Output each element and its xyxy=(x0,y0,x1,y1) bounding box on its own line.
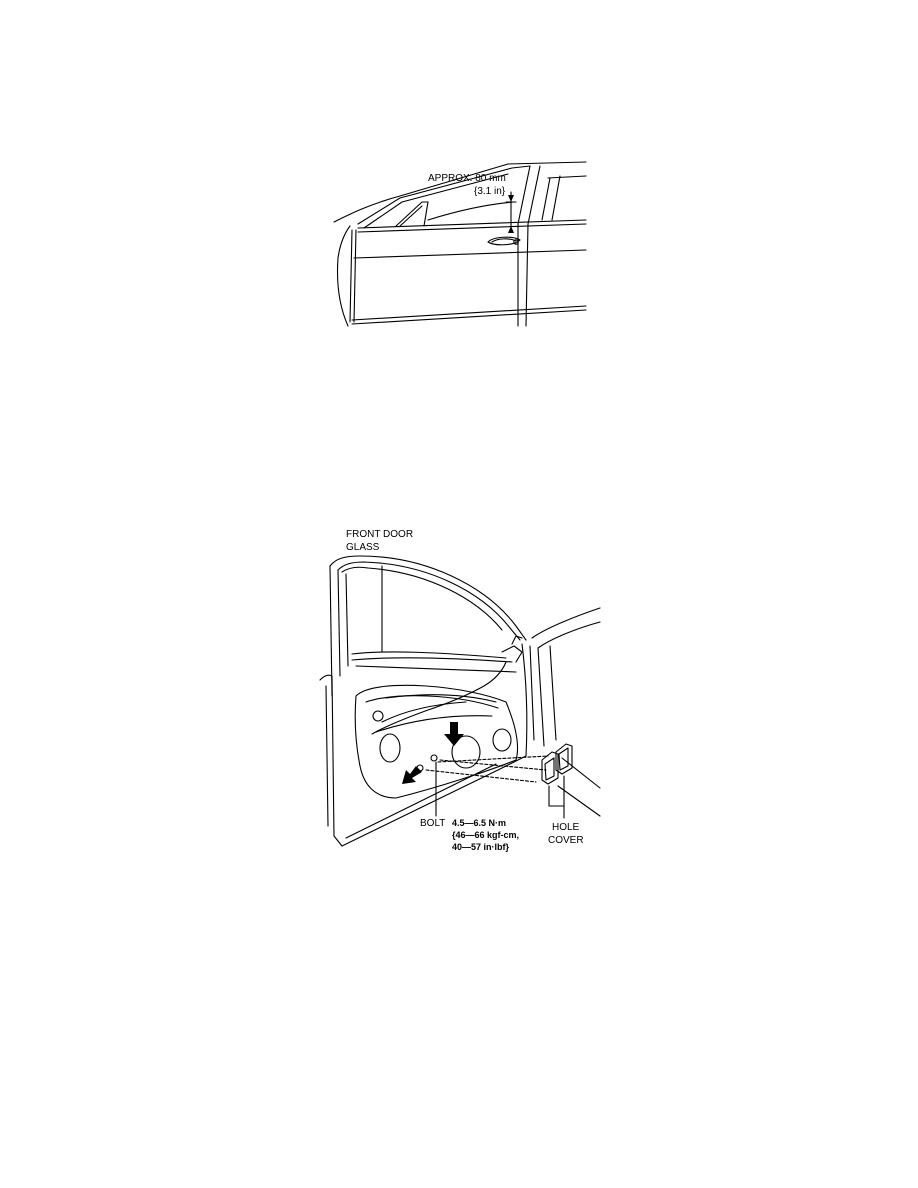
hole-cover-label-line2: COVER xyxy=(548,835,584,846)
front-door-inner-panel-illustration xyxy=(316,526,606,856)
hole-cover-label: HOLE xyxy=(552,822,580,833)
dimension-label-imperial: {3.1 in} xyxy=(474,186,506,197)
bolt-label: BOLT xyxy=(420,818,446,829)
torque-spec-inlbf: 40—57 in·lbf} xyxy=(452,842,510,852)
dimension-label: APPROX. 80 mm xyxy=(428,173,506,184)
figure-door-glass-height xyxy=(330,158,590,330)
front-door-glass-label: FRONT DOOR xyxy=(346,529,414,540)
torque-spec: 4.5—6.5 N·m xyxy=(452,818,507,828)
torque-spec-kgf: {46—66 kgf-cm, xyxy=(452,830,520,840)
front-door-glass-label-line2: GLASS xyxy=(346,542,380,553)
figure-front-door-glass-bolts xyxy=(316,526,606,856)
